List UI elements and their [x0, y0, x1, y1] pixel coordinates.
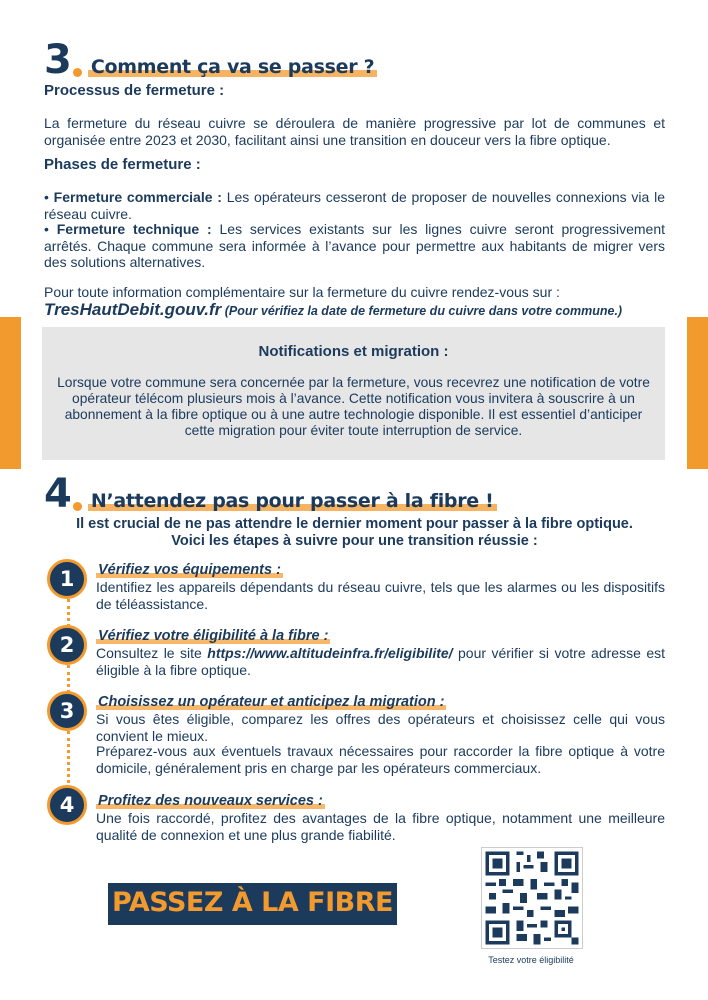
cta-label: PASSEZ À LA FIBRE: [112, 887, 393, 918]
section-4-number: 4: [44, 471, 71, 517]
step-connector: [67, 731, 70, 783]
step-connector: [67, 665, 70, 693]
qr-caption: Testez votre éligibilité: [488, 955, 574, 965]
step-1-title: Vérifiez vos équipements :: [98, 562, 281, 578]
orange-dot: [73, 502, 82, 511]
notification-box: [42, 327, 665, 460]
step-connector: [67, 599, 70, 627]
notification-text: Lorsque votre commune sera concernée par la fermeture, vous recevrez une notification de votre opérateur télécom plusieurs mois à l’avance. Cette notification vous invitera à souscrire à un abonnement à la fibre optique ou à une autre technologie disponible. Il est essentiel d’anticiper cette migration pour éviter toute interruption de service.: [57, 375, 650, 438]
step-1-number: 1: [47, 559, 87, 599]
intro-line-2: Voici les étapes à suivre pour une transition réussie :: [171, 533, 538, 549]
step-3-text: Si vous êtes éligible, comparez les offres des opérateurs et choisissez celle qui vous convient le mieux.: [96, 711, 665, 744]
info-text: Pour toute information complémentaire sur la fermeture du cuivre rendez-vous sur :: [44, 284, 560, 300]
qr-code[interactable]: [481, 847, 583, 949]
step-3-text-2: Préparez-vous aux éventuels travaux nécessaires pour raccorder la fibre optique à votre domicile, généralement pris en charge par les opérateurs commerciaux.: [96, 743, 665, 776]
step-2-number: 2: [47, 625, 87, 665]
eligibility-link[interactable]: https://www.altitudeinfra.fr/eligibilite/: [207, 645, 453, 661]
section-4-header: [44, 471, 497, 517]
phase-commerciale-text: Les opérateurs cesseront de proposer de nouvelles connexions via le réseau cuivre.: [44, 189, 665, 222]
info-url-note: (Pour vérifiez la date de fermeture du cuivre dans votre commune.): [221, 304, 623, 318]
section-4-intro: [44, 516, 665, 550]
section-3-title: Comment ça va se passer ?: [88, 56, 377, 78]
phase-technique-text: Les services existants sur les lignes cuivre seront progressivement arrêtés. Chaque commune sera informée à l’avance pour permettre aux habitants de migrer vers des solutions alternatives.: [44, 221, 666, 270]
phase-technique-label: Fermeture technique :: [56, 221, 212, 237]
info-url-line: [44, 300, 622, 320]
phases-heading: Phases de fermeture :: [44, 156, 201, 173]
step-4-number: 4: [47, 785, 87, 825]
notification-title: Notifications et migration :: [258, 343, 449, 360]
section-4-title: N’attendez pas pour passer à la fibre !: [88, 490, 497, 512]
phase-commerciale-label: Fermeture commerciale :: [53, 189, 222, 205]
info-url-link[interactable]: TresHautDebit.gouv.fr: [44, 300, 222, 319]
step-2-title: Vérifiez votre éligibilité à la fibre :: [98, 628, 329, 644]
step-3-number: 3: [47, 691, 87, 731]
passez-a-la-fibre-banner: [108, 883, 397, 925]
intro-line-1: Il est crucial de ne pas attendre le dernier moment pour passer à la fibre optique.: [76, 516, 633, 532]
step-2-text: Consultez le site https://www.altitudeinfra.fr/eligibilite/ pour vérifier si votre adresse est éligible à la fibre optique.: [96, 645, 665, 678]
processus-text: La fermeture du réseau cuivre se déroulera de manière progressive par lot de communes et organisée entre 2023 et 2030, facilitant ainsi une transition en douceur vers la fibre optique.: [44, 115, 665, 148]
phase-commerciale: • Fermeture commerciale : Les opérateurs cesseront de proposer de nouvelles connexions via le réseau cuivre.: [44, 189, 665, 222]
qr-code-icon: [482, 848, 582, 948]
step-4-title: Profitez des nouveaux services :: [98, 793, 323, 809]
orange-dot: [73, 68, 82, 77]
step-4-text: Une fois raccordé, profitez des avantages de la fibre optique, notamment une meilleure qualité de connexion et une plus grande fiabilité.: [96, 810, 665, 843]
step-3-title: Choisissez un opérateur et anticipez la migration :: [98, 694, 445, 710]
section-3-number: 3: [44, 37, 71, 83]
step-1-text: Identifiez les appareils dépendants du réseau cuivre, tels que les alarmes ou les dispositifs de téléassistance.: [96, 579, 665, 612]
left-accent-bar: [0, 317, 21, 469]
processus-heading: Processus de fermeture :: [44, 82, 225, 99]
section-3-header: [44, 37, 377, 83]
phase-technique: • Fermeture technique : Les services existants sur les lignes cuivre seront progressivement arrêtés. Chaque commune sera informée à l’avance pour permettre aux habitants de migrer vers des solutions alternatives.: [44, 221, 666, 270]
right-accent-bar: [687, 317, 708, 469]
